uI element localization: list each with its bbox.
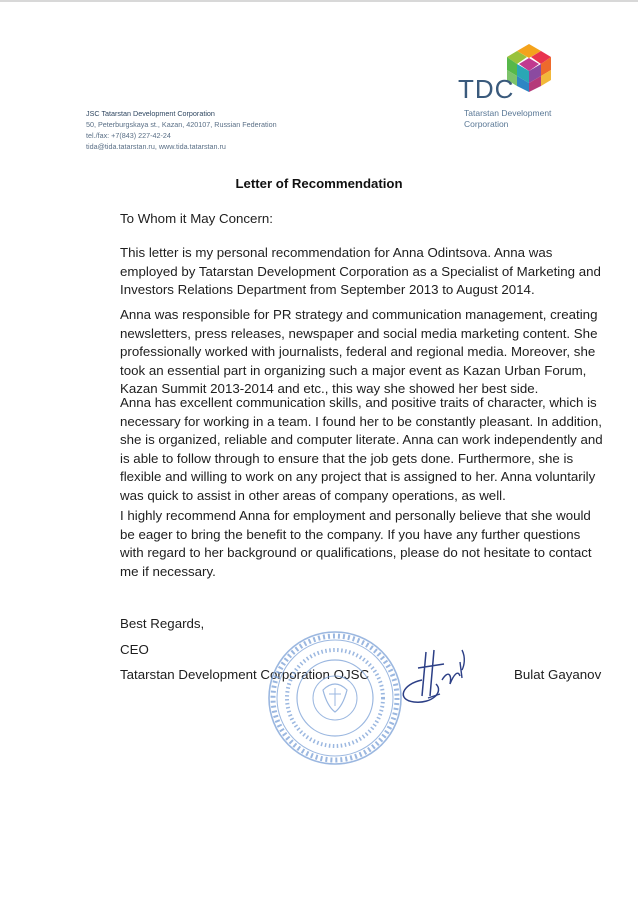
sender-phone: tel./fax: +7(843) 227-42-24 <box>86 131 171 140</box>
letter-title: Letter of Recommendation <box>235 176 403 191</box>
logo-name <box>464 108 551 130</box>
sender-address: 50, Peterburgskaya st., Kazan, 420107, Russian Federation <box>86 120 277 129</box>
paragraph-3: Anna has excellent communication skills, and positive traits of character, which is necessary for working in a team. I found her to be constantly pleasant. In addition, she is organized, reliable and computer literate. Anna can work independently and is able to follow through to ensure that the job gets done. Furthermore, she is flexible and willing to work on any project that is assigned to her. Anna voluntarily was quick to assist in other areas of company operations, as well. <box>120 395 603 503</box>
sender-company: JSC Tatarstan Development Corporation <box>86 109 215 118</box>
logo-name-line2: Corporation <box>464 119 509 129</box>
handwritten-signature <box>392 640 482 710</box>
paragraph-4: I highly recommend Anna for employment and personally believe that she would be eager to bring the benefit to the company. If you have any further questions with regard to her background or qualifications, please do not hesitate to contact me if necessary. <box>120 508 592 579</box>
page-top-rule <box>0 0 638 2</box>
sender-block <box>86 108 277 152</box>
organization-line: Tatarstan Development Corporation OJSC <box>120 667 370 682</box>
closing: Best Regards, <box>120 616 205 631</box>
logo-abbreviation: TDC <box>458 74 515 104</box>
paragraph-2: Anna was responsible for PR strategy and communication management, creating newsletters, press releases, newspaper and social media marketing content. She professionally worked with journalists, federal and regional media. Moreover, she took an essential part in organizing such a major event as Kazan Urban Forum, Kazan Summit 2013-2014 and etc., this way she showed her best side. <box>120 307 598 396</box>
signer-name: Bulat Gayanov <box>514 667 602 682</box>
salutation: To Whom it May Concern: <box>120 211 273 226</box>
sender-web: tida@tida.tatarstan.ru, www.tida.tatarstan.ru <box>86 142 226 151</box>
signer-position: CEO <box>120 642 149 657</box>
logo-name-line1: Tatarstan Development <box>464 108 552 118</box>
paragraph-1: This letter is my personal recommendation for Anna Odintsova. Anna was employed by Tatarstan Development Corporation as a Specialist of Marketing and Investors Relations Department from September 2013 to August 2014. <box>120 245 601 297</box>
company-seal-stamp <box>265 628 405 768</box>
